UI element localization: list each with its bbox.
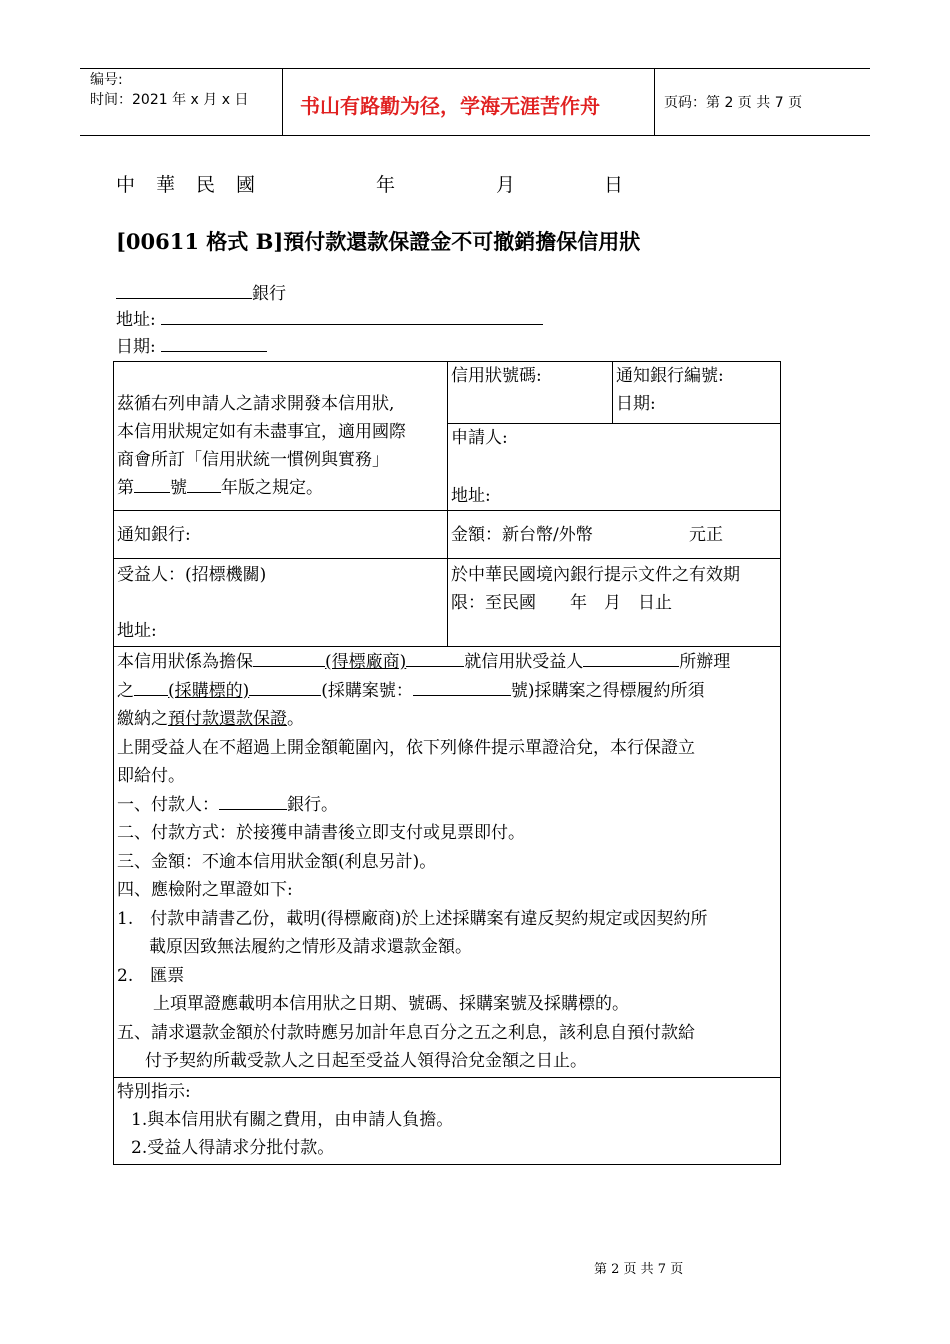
terms-line: 一、付款人： 銀行。 <box>117 791 777 820</box>
header-divider <box>654 68 655 136</box>
applicant-address-label: 地址: <box>451 486 491 506</box>
amount-label: 金額：新台幣/外幣 <box>451 525 593 545</box>
intro-line: 第 號 年版之規定。 <box>117 474 444 502</box>
document-title: [00611 格式 B]預付款還款保證金不可撤銷擔保信用狀 <box>116 229 641 254</box>
date-day: 日 <box>604 174 625 196</box>
date-country: 中 華 民 國 <box>116 174 257 196</box>
intro-line: 本信用狀規定如有未盡事宜，適用國際 <box>117 422 406 442</box>
bank-line <box>116 280 286 308</box>
terms-line: 五、請求還款金額於付款時應另加計年息百分之五之利息，該利息自預付款給 <box>117 1022 695 1043</box>
terms-line: 2. 匯票 <box>117 965 185 986</box>
special-item: 1.與本信用狀有關之費用，由申請人負擔。 <box>131 1110 454 1130</box>
terms-line: 付予契約所載受款人之日起至受益人領得洽兌金額之日止。 <box>145 1051 587 1071</box>
amount-suffix: 元正 <box>689 525 723 545</box>
header-bottom-rule <box>80 135 870 136</box>
special-item: 2.受益人得請求分批付款。 <box>131 1138 335 1158</box>
header-number-label: 编号: <box>90 72 123 88</box>
header-time-label: 时间：2021 年 x 月 x 日 <box>90 92 249 108</box>
terms-line: 1. 付款申請書乙份，載明(得標廠商)於上述採購案有違反契約規定或因契約所 <box>117 908 708 929</box>
terms-line: 本信用狀係為擔保 (得標廠商) 就信用狀受益人 所辦理 <box>117 648 777 677</box>
applicant-cell <box>447 423 781 511</box>
terms-line: 即給付。 <box>117 766 185 786</box>
page-footer: 第 2 页 共 7 页 <box>594 1262 684 1277</box>
advising-bank-label: 通知銀行: <box>117 525 191 545</box>
advising-no-label: 通知銀行編號: <box>616 366 724 386</box>
beneficiary-address-label: 地址: <box>117 621 157 641</box>
intro-line: 茲循右列申請人之請求開發本信用狀, <box>117 394 395 414</box>
date-line <box>116 333 267 361</box>
date-year: 年 <box>376 174 397 196</box>
lc-number-label: 信用狀號碼: <box>451 366 542 386</box>
amount-cell <box>447 510 781 559</box>
terms-line: 上項單證應載明本信用狀之日期、號碼、採購案號及採購標的。 <box>153 994 629 1014</box>
lc-number-cell <box>447 361 613 424</box>
bank-label: 銀行 <box>252 284 286 304</box>
address-blank <box>161 306 543 325</box>
terms-line: 上開受益人在不超過上開金額範圍內，依下列條件提示單證洽兌，本行保證立 <box>117 737 695 758</box>
advising-no-cell <box>612 361 781 424</box>
bank-blank <box>116 280 252 299</box>
applicant-label: 申請人: <box>451 428 508 448</box>
terms-line: 載原因致無法履約之情形及請求還款金額。 <box>149 937 472 957</box>
intro-cell <box>113 361 448 511</box>
terms-line: 三、金額：不逾本信用狀金額(利息另計)。 <box>117 851 437 872</box>
terms-line: 之 (採購標的) (採購案號： 號)採購案之得標履約所須 <box>117 677 777 706</box>
advising-date-label: 日期: <box>616 394 656 414</box>
header-motto: 书山有路勤为径，学海无涯苦作舟 <box>300 94 600 118</box>
beneficiary-label: 受益人：(招標機關) <box>117 565 267 585</box>
terms-cell <box>113 646 781 1078</box>
address-line <box>116 306 543 334</box>
beneficiary-cell <box>113 558 448 647</box>
header-page-info: 页码：第 2 页 共 7 页 <box>664 95 803 111</box>
special-title: 特別指示: <box>117 1082 191 1102</box>
validity-line: 限：至民國 年 月 日止 <box>451 593 672 613</box>
date-label: 日期: <box>116 337 156 357</box>
advising-bank-cell <box>113 510 448 559</box>
date-blank <box>161 333 267 352</box>
terms-line: 四、應檢附之單證如下: <box>117 880 293 900</box>
address-label: 地址: <box>116 310 156 330</box>
terms-line: 繳納之預付款還款保證。 <box>117 709 304 729</box>
validity-cell <box>447 558 781 647</box>
intro-line: 商會所訂「信用狀統一慣例與實務」 <box>117 450 389 470</box>
validity-line: 於中華民國境內銀行提示文件之有效期 <box>451 565 740 585</box>
date-month: 月 <box>496 174 517 196</box>
header-divider <box>282 68 283 136</box>
terms-line: 二、付款方式：於接獲申請書後立即支付或見票即付。 <box>117 823 525 843</box>
header-top-rule <box>80 68 870 69</box>
special-instructions-cell <box>113 1077 781 1165</box>
